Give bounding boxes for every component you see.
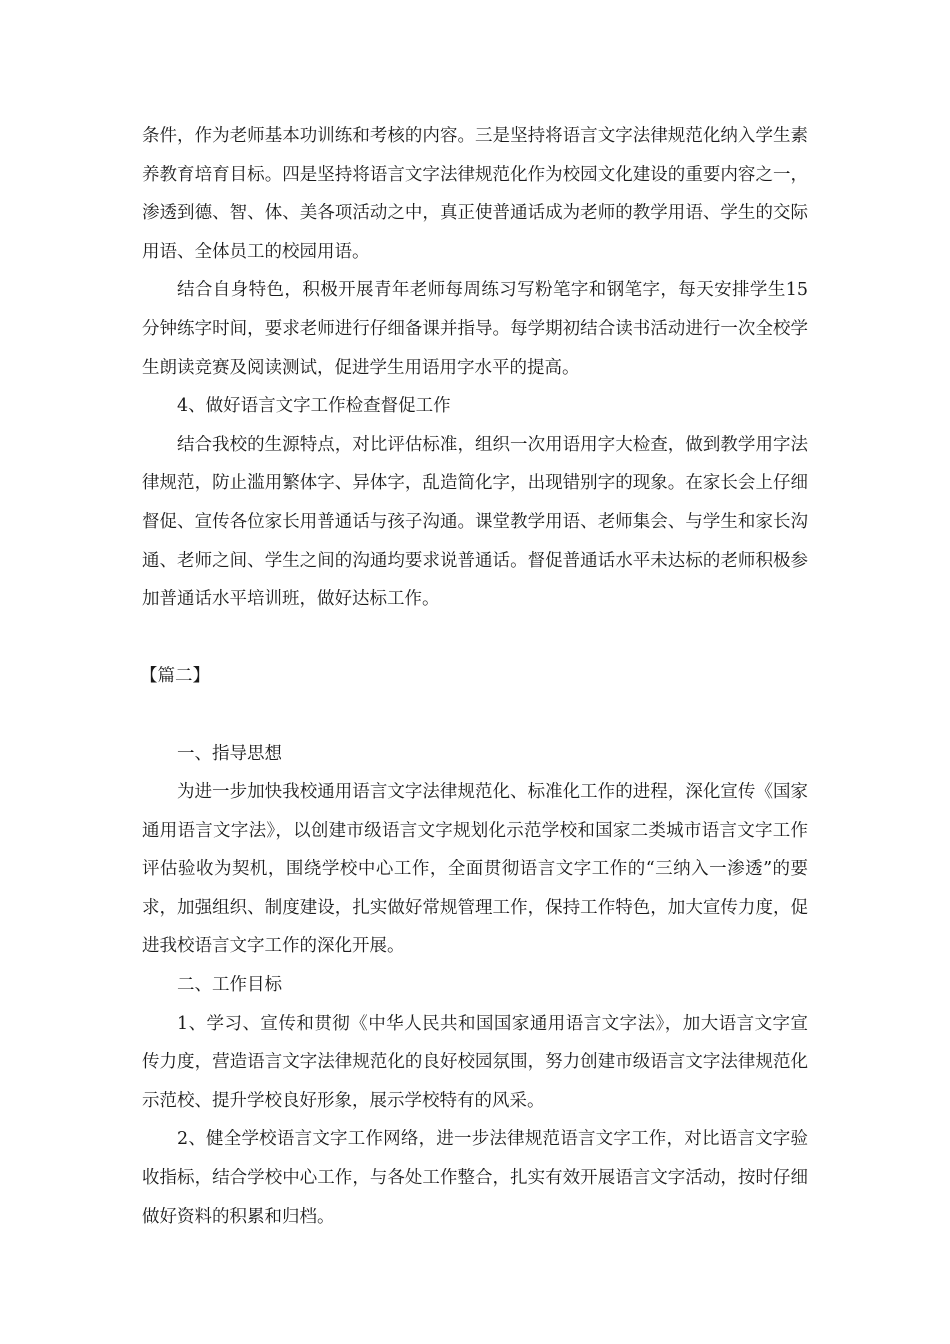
heading-work-goals: 二、工作目标 xyxy=(177,975,282,996)
document-body xyxy=(142,117,808,1236)
paragraph-goal-two: 2、健全学校语言文字工作网络，进一步法律规范语言文字工作，对比语言文字验收指标，结合学校中心工作，与各处工作整合，扎实有效开展语言文字活动，按时仔细做好资料的积累和归档。 xyxy=(142,1129,808,1227)
blank-line xyxy=(142,619,808,658)
section-title-part-two: 【篇二】 xyxy=(140,666,210,687)
paragraph-goal-one: 1、学习、宣传和贯彻《中华人民共和国国家通用语言文字法》，加大语言文字宣传力度，营造语言文字法律规范化的良好校园氛围，努力创建市级语言文字法律规范化示范校、提升学校良好形象，展示学校特有的风采。 xyxy=(142,1013,808,1111)
paragraph-guiding-ideology: 为进一步加快我校通用语言文字法律规范化、标准化工作的进程，深化宣传《国家通用语言文字法》，以创建市级语言文字规划化示范学校和国家二类城市语言文字工作评估验收为契机，围绕学校中心工作，全面贯彻语言文字工作的“三纳入一渗透”的要求，加强组织、制度建设，扎实做好常规管理工作，保持工作特色，加大宣传力度，促进我校语言文字工作的深化开展。 xyxy=(142,782,808,957)
paragraph-conditions: 条件，作为老师基本功训练和考核的内容。三是坚持将语言文字法律规范化纳入学生素养教育培育目标。四是坚持将语言文字法律规范化作为校园文化建设的重要内容之一，渗透到德、智、体、美各项活动之中，真正使普通话成为老师的教学用语、学生的交际用语、全体员工的校园用语。 xyxy=(142,126,808,262)
paragraph-self-features: 结合自身特色，积极开展青年老师每周练习写粉笔字和钢笔字，每天安排学生15分钟练字时间，要求老师进行仔细备课并指导。每学期初结合读书活动进行一次全校学生朗读竞赛及阅读测试，促进学生用语用字水平的提高。 xyxy=(142,280,808,378)
heading-guiding-ideology: 一、指导思想 xyxy=(177,743,282,764)
heading-inspection: 4、做好语言文字工作检查督促工作 xyxy=(177,396,451,417)
blank-line xyxy=(142,696,808,735)
paragraph-inspection: 结合我校的生源特点，对比评估标准，组织一次用语用字大检查，做到教学用字法律规范，防止滥用繁体字、异体字，乱造简化字，出现错别字的现象。在家长会上仔细督促、宣传各位家长用普通话与孩子沟通。课堂教学用语、老师集会、与学生和家长沟通、老师之间、学生之间的沟通均要求说普通话。督促普通话水平未达标的老师积极参加普通话水平培训班，做好达标工作。 xyxy=(142,434,808,610)
